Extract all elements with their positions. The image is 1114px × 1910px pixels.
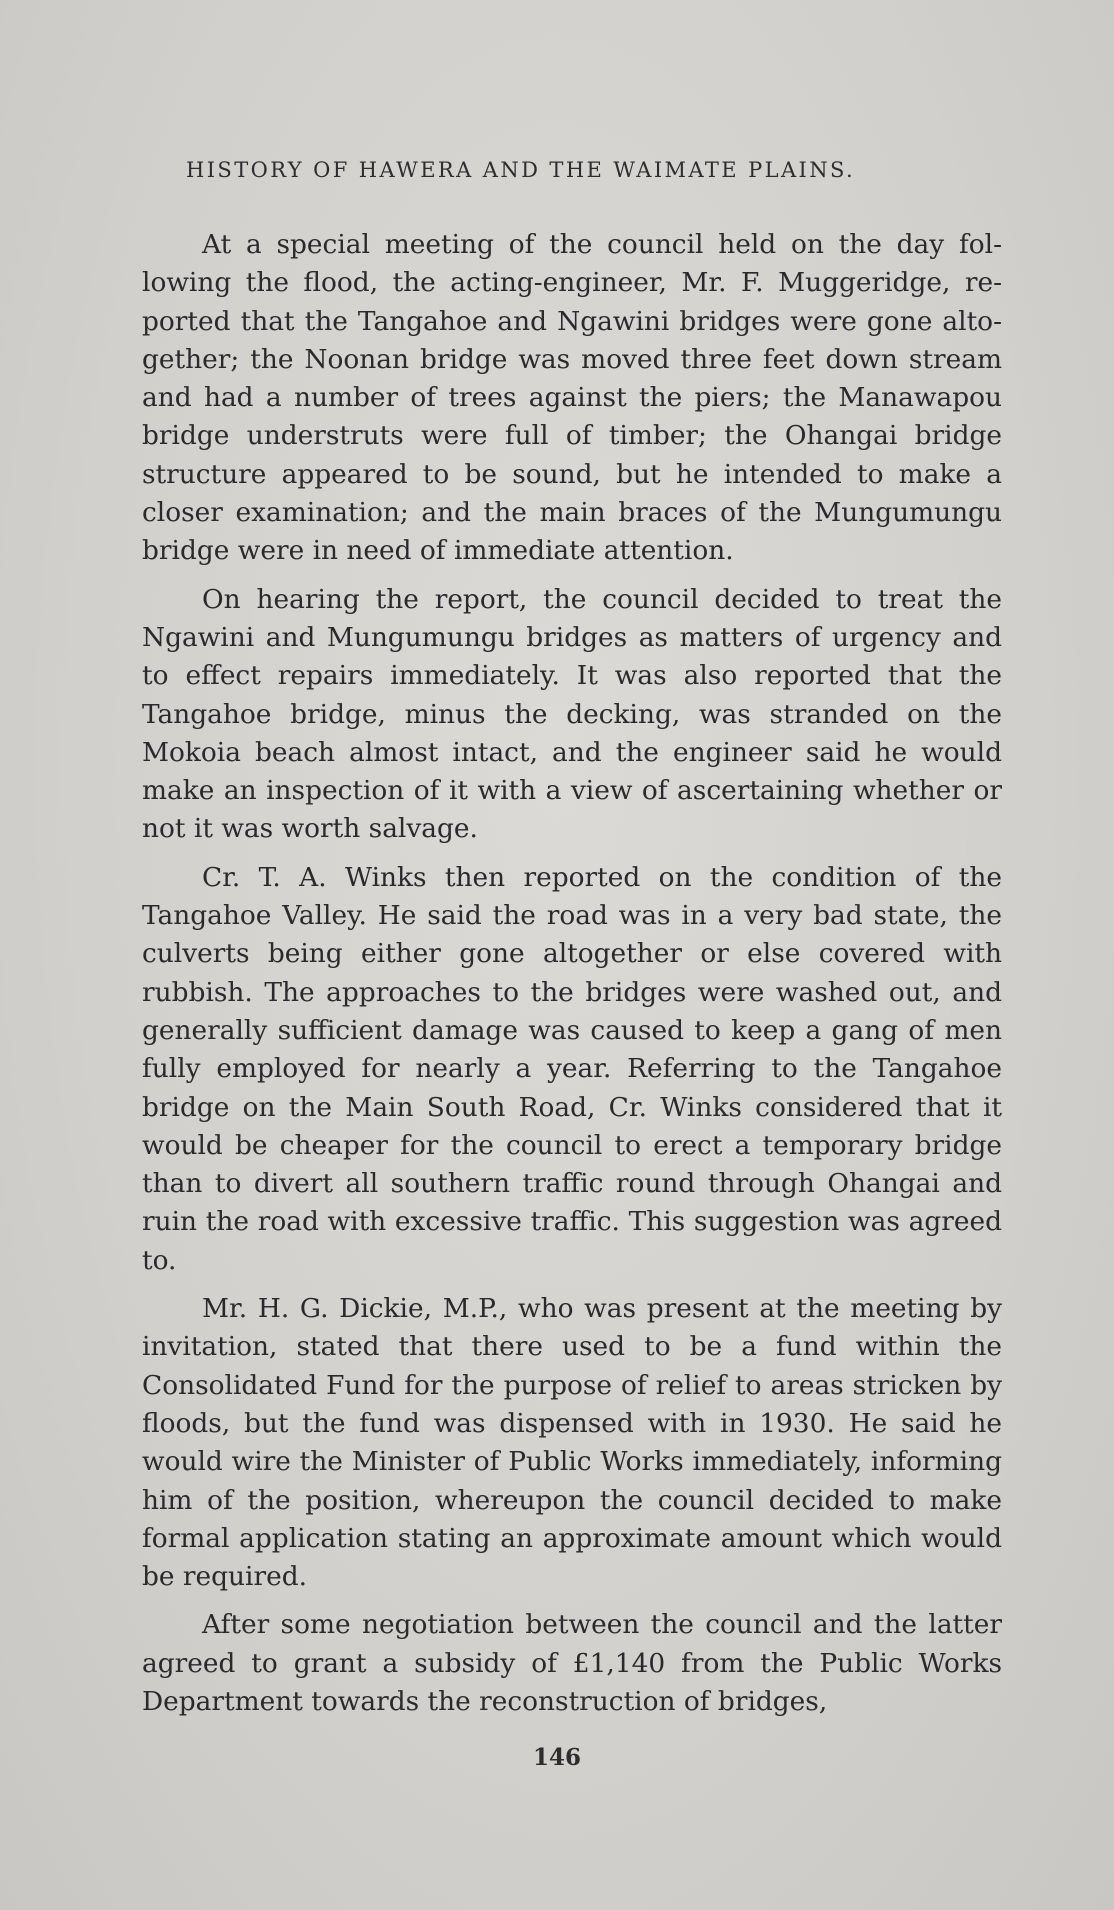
paragraph-dickie-statement: Mr. H. G. Dickie, M.P., who was present at the meeting by invitation, stated that there used to be a fund within the Consolidated Fund for the purpose of relief to areas stricken by floods, but the fund was dispensed with in 1930. He said he would wire the Minister of Public Works immediately, informing him of the position, whereupon the council decided to make formal application stating an approximate amount which would be required.	[142, 1293, 1002, 1593]
paragraph-special-meeting: At a special meeting of the council held on the day following the flood, the acting-engineer, Mr. F. Muggeridge, reported that the Tangahoe and Ngawini bridges were gone altogether; the Noonan bridge was moved three feet down stream and had a number of trees against the piers; the Manawapou bridge understruts were full of timber; the Ohangai bridge structure appeared to be sound, but he intended to make a closer examination; and the main braces of the Mungumungu bridge were in need of immediate attention.	[142, 229, 1002, 567]
paragraph-winks-report: Cr. T. A. Winks then reported on the condition of the Tangahoe Valley. He said the road was in a very bad state, the culverts being either gone altogether or else covered with rubbish. The approaches to the bridges were washed out, and generally sufficient damage was caused to keep a gang of men fully employed for nearly a year. Referring to the Tangahoe bridge on the Main South Road, Cr. Winks considered that it would be cheaper for the council to erect a temporary bridge than to divert all southern traffic round through Ohangai and ruin the road with excessive traffic. This suggestion was agreed to.	[142, 861, 1002, 1276]
page-number: 146	[532, 1744, 581, 1771]
paragraph-council-decision: On hearing the report, the council decided to treat the Ngawini and Mungumungu bridges as matters of urgency and to effect repairs immediately. It was also reported that the Tangahoe bridge, minus the decking, was stranded on the Mokoia beach almost intact, and the engineer said he would make an inspection of it with a view of ascertaining whether or not it was worth salvage.	[142, 583, 1002, 845]
body-text	[142, 226, 1002, 1721]
running-head-title: HISTORY OF HAWERA AND THE WAIMATE PLAINS.	[186, 158, 856, 182]
paragraph-subsidy-negotiation: After some negotiation between the council and the latter agreed to grant a subsidy of £1,140 from the Public Works Department towards the reconstruction of bridges,	[142, 1609, 1002, 1717]
